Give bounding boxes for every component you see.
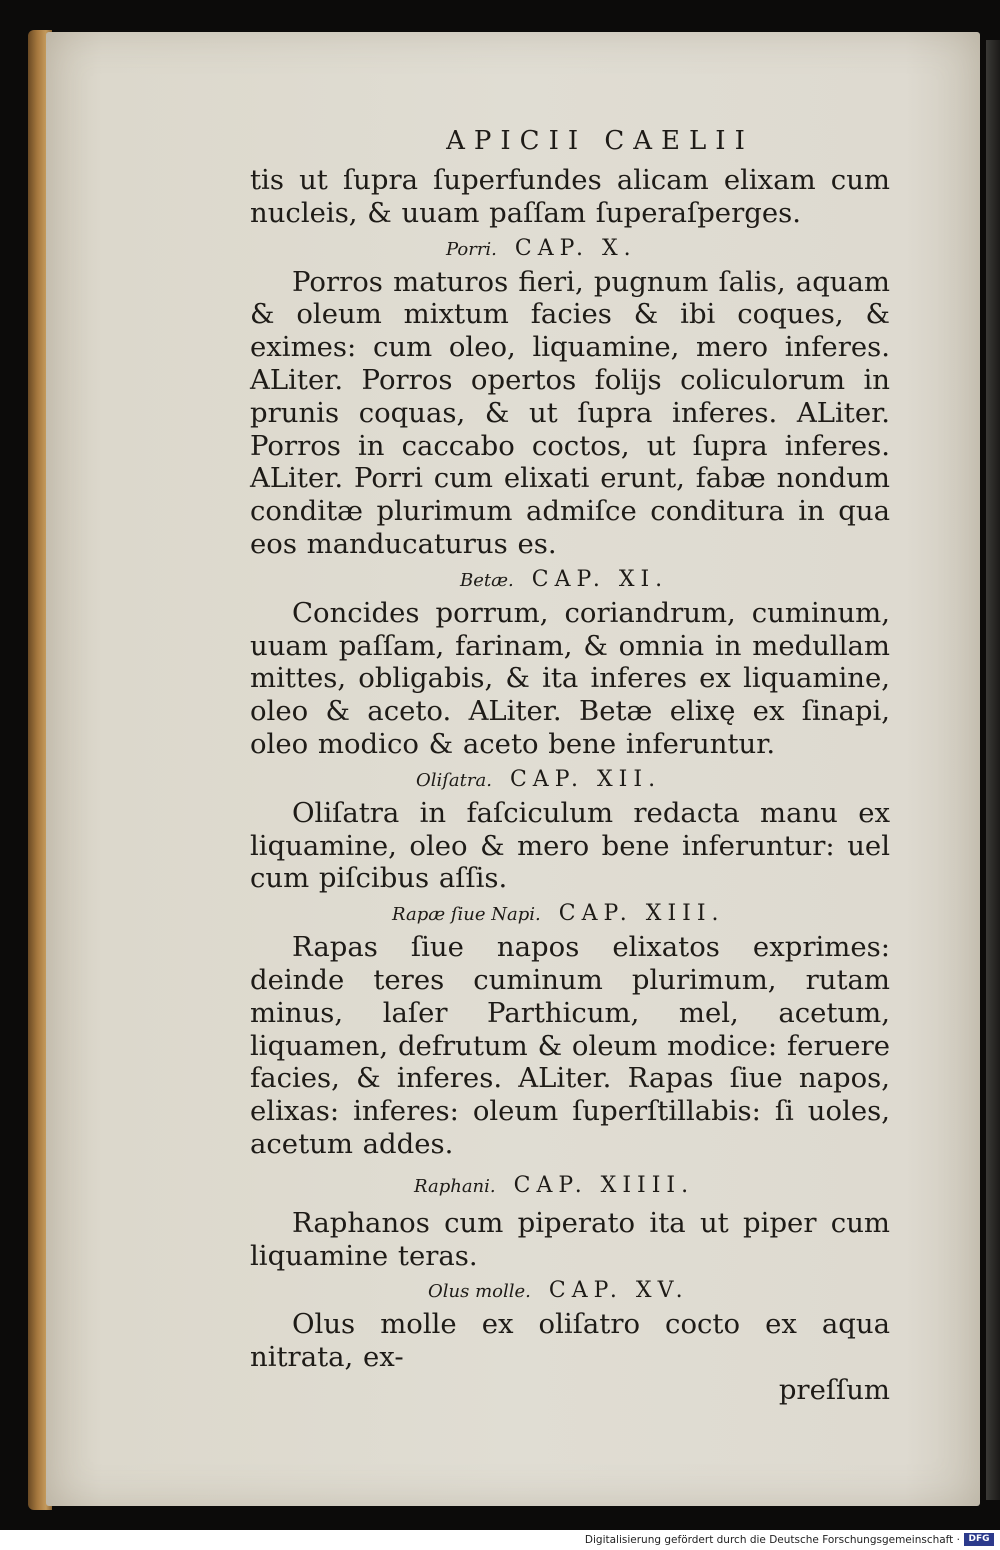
chapter-label: CAP. XIIII. [513,1172,695,1198]
catchword: preſſum [778,1373,890,1406]
chapter-subject: Betæ. [460,569,514,591]
footer-credit: Digitalisierung gefördert durch die Deutsche Forschungsgemeinschaft · [584,1534,960,1546]
page-text [250,124,890,1406]
running-head: APICII CAELII [446,126,754,156]
paragraph-betae: Concides porrum, coriandrum, cuminum, uuam paſſam, farinam, & omnia in medullam mittes, obligabis, & ita inferes ex liquamine, oleo & aceto. ALiter. Betæ elixę ex ſinapi, oleo modico & aceto bene inferuntur. [250,596,890,760]
chapter-heading-xiii [392,899,890,929]
chapter-label: CAP. XIII. [558,901,725,927]
chapter-subject: Raphani. [414,1175,496,1197]
chapter-label: CAP. XII. [509,766,662,792]
paragraph-rapae: Rapas ſiue napos elixatos exprimes: deinde teres cuminum plurimum, rutam minus, laſer Parthicum, mel, acetum, liquamen, defrutum & oleum modice: feruere facies, & inferes. ALiter. Rapas ſiue napos, elixas: inferes: oleum ſuperſtillabis: ſi uoles, acetum addes. [250,931,890,1160]
chapter-heading-xii [416,765,890,795]
paragraph-raphani: Raphanos cum piperato ita ut piper cum liquamine teras. [250,1206,890,1272]
chapter-heading-xiiii [414,1171,890,1201]
chapter-subject: Porri. [446,238,497,260]
footer-credit-text: Digitalisierung gefördert durch die Deutsche Forschungsgemeinschaft [584,1534,954,1546]
chapter-subject: Oliſatra. [416,769,492,791]
paragraph-olisatra: Oliſatra in faſciculum redacta manu ex liquamine, oleo & mero bene inferuntur: uel cum piſcibus aſſis. [250,796,890,895]
chapter-label: CAP. X. [514,235,637,261]
chapter-label: CAP. XI. [531,566,669,592]
chapter-subject: Rapæ ſiue Napi. [392,904,541,926]
chapter-heading-x [446,234,890,264]
book-spine-shadow [986,40,1000,1500]
chapter-label: CAP. XV. [548,1278,689,1304]
paragraph-continuation: tis ut ſupra ſuperfundes alicam elixam cum nucleis, & uuam paſſam ſuperaſperges. [250,164,890,229]
chapter-heading-xv [428,1276,890,1306]
chapter-heading-xi [460,565,890,595]
paragraph-olus-molle: Olus molle ex oliſatro cocto ex aqua nitrata, ex- [250,1308,890,1374]
chapter-subject: Olus molle. [428,1281,531,1303]
paragraph-porri: Porros maturos fieri, pugnum ſalis, aquam & oleum mixtum facies & ibi coques, & eximes: cum oleo, liquamine, mero inferes. ALiter. Porros opertos folijs coliculorum in prunis coquas, & ut ſupra inferes. ALiter. Porros in caccabo coctos, ut ſupra inferes. ALiter. Porri cum elixati erunt, fabæ nondum conditæ plurimum admiſce conditura in qua eos manducaturus es. [250,265,890,560]
dfg-logo: DFG [964,1533,994,1546]
